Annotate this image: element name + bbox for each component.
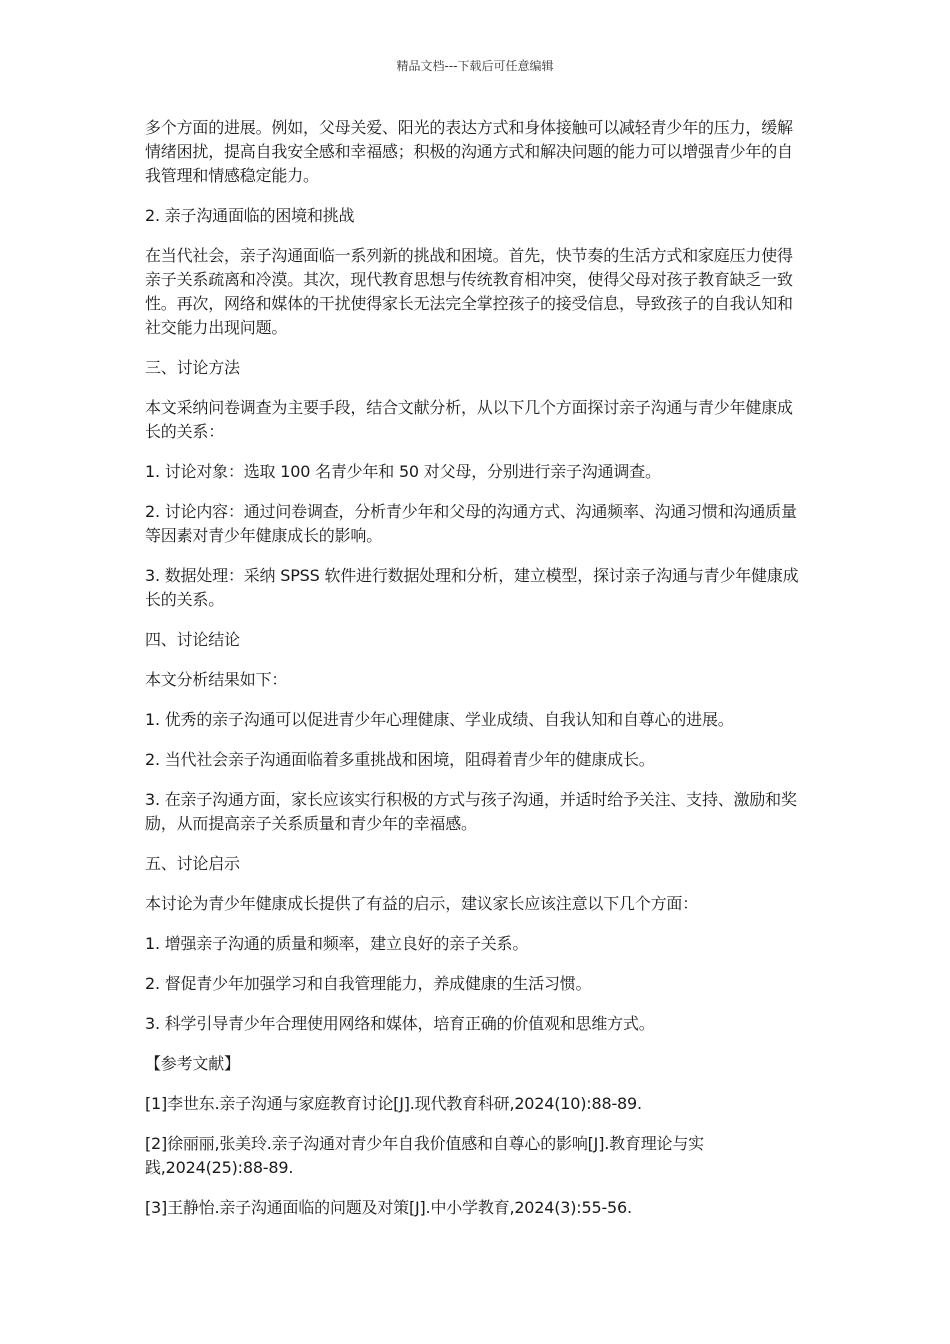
list-item: 3. 数据处理：采纳 SPSS 软件进行数据处理和分析，建立模型，探讨亲子沟通与青少年健康成长的关系。 [145,566,799,609]
list-item: 1. 优秀的亲子沟通可以促进青少年心理健康、学业成绩、自我认知和自尊心的进展。 [145,710,734,729]
body-paragraph: 本文采纳问卷调查为主要手段，结合文献分析，从以下几个方面探讨亲子沟通与青少年健康成长的关系： [145,398,793,441]
references-heading: 【参考文献】 [145,1054,240,1073]
document-body [145,116,805,1236]
body-paragraph: 多个方面的进展。例如，父母关爱、阳光的表达方式和身体接触可以减轻青少年的压力，缓解情绪困扰，提高自我安全感和幸福感；积极的沟通方式和解决问题的能力可以增强青少年的自我管理和情感稳定能力。 [145,118,793,185]
page-header: 精品文档---下载后可任意编辑 [396,59,554,73]
section-heading: 四、讨论结论 [145,630,240,649]
list-item: 1. 增强亲子沟通的质量和频率，建立良好的亲子关系。 [145,934,529,953]
subsection-heading: 2. 亲子沟通面临的困境和挑战 [145,206,355,225]
reference-item: [1]李世东.亲子沟通与家庭教育讨论[J].现代教育科研,2024(10):88-89. [145,1094,642,1113]
list-item: 3. 科学引导青少年合理使用网络和媒体，培育正确的价值观和思维方式。 [145,1014,655,1033]
list-item: 1. 讨论对象：选取 100 名青少年和 50 对父母，分别进行亲子沟通调查。 [145,462,661,481]
reference-item: [3]王静怡.亲子沟通面临的问题及对策[J].中小学教育,2024(3):55-56. [145,1198,632,1217]
body-paragraph: 本文分析结果如下： [145,670,288,689]
section-heading: 三、讨论方法 [145,358,240,377]
body-paragraph: 在当代社会，亲子沟通面临一系列新的挑战和困境。首先，快节奏的生活方式和家庭压力使得亲子关系疏离和冷漠。其次，现代教育思想与传统教育相冲突，使得父母对孩子教育缺乏一致性。再次，网络和媒体的干扰使得家长无法完全掌控孩子的接受信息，导致孩子的自我认知和社交能力出现问题。 [145,246,793,337]
section-heading: 五、讨论启示 [145,854,240,873]
list-item: 2. 讨论内容：通过问卷调查，分析青少年和父母的沟通方式、沟通频率、沟通习惯和沟通质量等因素对青少年健康成长的影响。 [145,502,797,545]
list-item: 3. 在亲子沟通方面，家长应该实行积极的方式与孩子沟通，并适时给予关注、支持、激励和奖励，从而提高亲子关系质量和青少年的幸福感。 [145,790,797,833]
list-item: 2. 当代社会亲子沟通面临着多重挑战和困境，阻碍着青少年的健康成长。 [145,750,655,769]
list-item: 2. 督促青少年加强学习和自我管理能力，养成健康的生活习惯。 [145,974,592,993]
body-paragraph: 本讨论为青少年健康成长提供了有益的启示，建议家长应该注意以下几个方面： [145,894,699,913]
reference-item: [2]徐丽丽,张美玲.亲子沟通对青少年自我价值感和自尊心的影响[J].教育理论与实践,2024(25):88-89. [145,1134,704,1177]
